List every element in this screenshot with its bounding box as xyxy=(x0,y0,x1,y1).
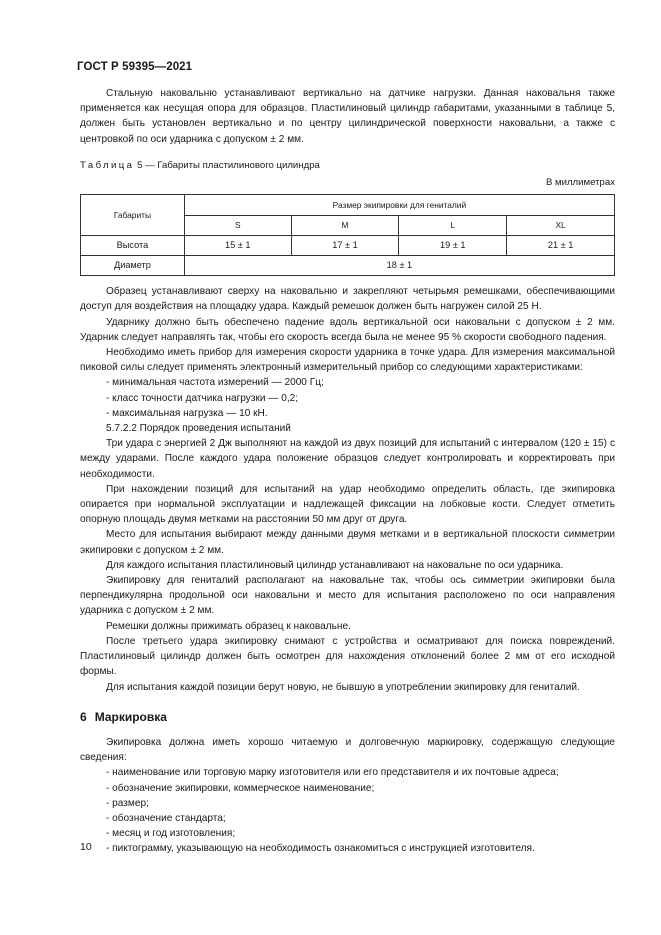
height-l: 19 ± 1 xyxy=(399,236,507,256)
table-units: В миллиметрах xyxy=(545,177,615,189)
dimensions-table xyxy=(80,194,615,276)
col-header-sizes: Размер экипировки для гениталий xyxy=(184,195,614,216)
size-m: M xyxy=(291,216,399,236)
list-item: - размер; xyxy=(106,797,149,809)
height-xl: 21 ± 1 xyxy=(507,236,615,256)
table-caption xyxy=(80,158,615,173)
size-xl: XL xyxy=(507,216,615,236)
page-number: 10 xyxy=(80,841,92,853)
height-m: 17 ± 1 xyxy=(291,236,399,256)
table-caption-text: 5 — Габариты пластилинового цилиндра xyxy=(134,159,320,171)
size-l: L xyxy=(399,216,507,236)
paragraph: Для каждого испытания пластилиновый цилиндр устанавливают на наковальне по оси ударника. xyxy=(106,559,564,571)
paragraph: Образец устанавливают сверху на наковальню и закрепляют четырьмя ремешками, обеспечивающими доступ для воздействия на площадку удара. Каждый ремешок должен быть нагружен силой 25 Н. xyxy=(80,286,615,313)
table-header-row xyxy=(81,195,615,216)
list-item: - наименование или торговую марку изготовителя или его представителя и их почтовые адреса; xyxy=(106,767,559,779)
paragraph: Экипировка должна иметь хорошо читаемую и долговечную маркировку, содержащую следующие сведения: xyxy=(80,736,615,764)
section-heading xyxy=(80,710,615,725)
body-paragraphs xyxy=(80,284,615,694)
page-header-standard: ГОСТ Р 59395—2021 xyxy=(77,61,193,73)
row-label-diameter: Диаметр xyxy=(81,256,185,276)
paragraph: Экипировку для гениталий располагают на наковальне так, чтобы ось симметрии экипировки была перпендикулярна продольной оси наковальни и место для испытания расположено по оси направления ударника с допуском ± 2 мм. xyxy=(80,575,615,617)
page-content xyxy=(80,86,615,857)
table-row-diameter xyxy=(81,256,615,276)
size-s: S xyxy=(184,216,291,236)
paragraph: После третьего удара экипировку снимают с устройства и осматривают для поиска повреждений. Пластилиновый цилиндр должен быть осмотрен для нахождения отклонений более 2 мм от его исходной формы. xyxy=(80,635,615,678)
section-title: Маркировка xyxy=(94,709,167,724)
row-label-height: Высота xyxy=(81,236,185,256)
diameter-value: 18 ± 1 xyxy=(184,256,614,276)
intro-paragraph: Стальную наковальню устанавливают вертикально на датчике нагрузки. Данная наковальня также применяется как несущая опора для образцов. Пластилиновый цилиндр габаритами, указанными в таблице 5, должен быть установлен вертикально и по центру цилиндрической поверхности наковальни, а также с центровкой по оси ударника с допуском ± 2 мм. xyxy=(80,88,615,145)
height-s: 15 ± 1 xyxy=(184,236,291,256)
table-label: Таблица xyxy=(80,159,135,171)
list-item: 5.7.2.2 Порядок проведения испытаний xyxy=(106,423,291,435)
list-item: - обозначение экипировки, коммерческое наименование; xyxy=(106,782,375,794)
paragraph: Для испытания каждой позиции берут новую, не бывшую в употреблении экипировку для гениталий. xyxy=(106,681,580,693)
table-row-height xyxy=(81,236,615,256)
section6-paragraphs xyxy=(80,735,615,857)
paragraph: Три удара с энергией 2 Дж выполняют на каждой из двух позиций для испытаний с интервалом (120 ± 15) с между ударами. После каждого удара положение образцов следует контролировать и корректировать при необходимости. xyxy=(80,438,615,480)
paragraph: Место для испытания выбирают между данными двумя метками и в вертикальной плоскости симметрии экипировки с допуском ± 2 мм. xyxy=(80,529,615,556)
paragraph: Необходимо иметь прибор для измерения скорости ударника в точке удара. Для измерения максимальной пиковой силы следует применять электронный измерительный прибор со следующими характеристиками: xyxy=(80,347,615,374)
paragraph: Ремешки должны прижимать образец к наковальне. xyxy=(106,620,351,632)
list-item: - класс точности датчика нагрузки — 0,2; xyxy=(106,392,299,404)
list-item: - месяц и год изготовления; xyxy=(106,828,236,840)
section-number: 6 xyxy=(80,709,87,724)
list-item: - максимальная нагрузка — 10 кН. xyxy=(106,407,268,419)
col-header-dims: Габариты xyxy=(81,195,185,236)
list-item: - обозначение стандарта; xyxy=(106,812,226,824)
paragraph: Ударнику должно быть обеспечено падение вдоль вертикальной оси наковальни с допуском ± 2 мм. Ударник следует направлять так, чтобы его скорость всегда была не менее 95 % скорости свободного падения. xyxy=(80,316,615,343)
paragraph: При нахождении позиций для испытаний на удар необходимо определить область, где экипировка опирается при нормальной эксплуатации и надлежащей фиксации на лобковые кости. Следует отметить опорную площадь двумя метками на расстоянии 50 мм друг от друга. xyxy=(80,483,615,526)
list-item: - пиктограмму, указывающую на необходимость ознакомиться с инструкцией изготовителя. xyxy=(106,843,535,855)
list-item: - минимальная частота измерений — 2000 Гц; xyxy=(106,377,324,389)
